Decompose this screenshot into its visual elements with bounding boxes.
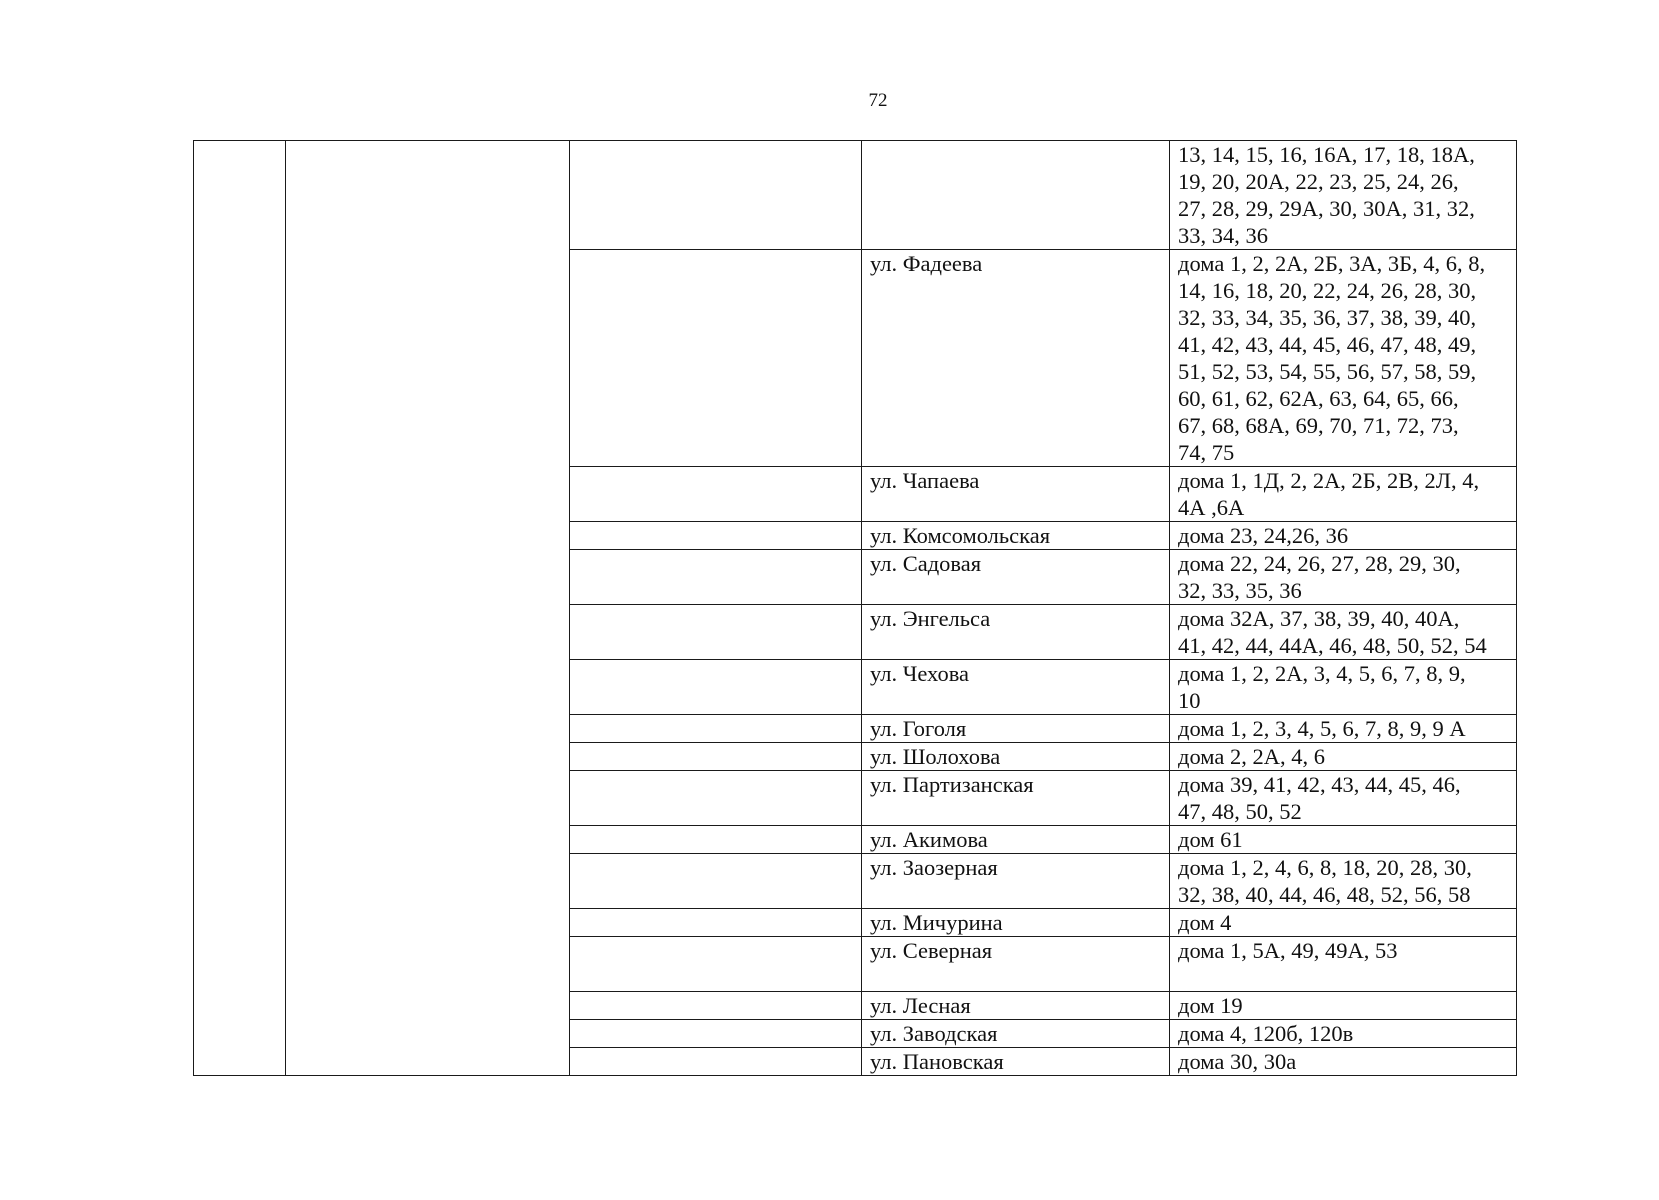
page-number: 72	[868, 90, 888, 111]
street-cell: ул. Гоголя	[862, 715, 1170, 743]
district-cell	[570, 743, 862, 771]
houses-cell: дома 4, 120б, 120в	[1170, 1020, 1517, 1048]
address-table	[193, 140, 1517, 1076]
houses-cell: дома 30, 30а	[1170, 1048, 1517, 1076]
street-cell: ул. Пановская	[862, 1048, 1170, 1076]
street-cell: ул. Мичурина	[862, 909, 1170, 937]
street-cell: ул. Заозерная	[862, 854, 1170, 909]
district-cell	[570, 715, 862, 743]
street-cell: ул. Чехова	[862, 660, 1170, 715]
table-row	[194, 141, 1517, 250]
houses-cell: дома 23, 24,26, 36	[1170, 522, 1517, 550]
street-cell: ул. Акимова	[862, 826, 1170, 854]
houses-cell: дом 19	[1170, 992, 1517, 1020]
houses-cell: дом 61	[1170, 826, 1517, 854]
street-cell	[862, 141, 1170, 250]
houses-cell: дома 39, 41, 42, 43, 44, 45, 46, 47, 48, 50, 52	[1170, 771, 1517, 826]
houses-cell: дома 22, 24, 26, 27, 28, 29, 30, 32, 33, 35, 36	[1170, 550, 1517, 605]
houses-cell: дома 1, 2, 3, 4, 5, 6, 7, 8, 9, 9 А	[1170, 715, 1517, 743]
district-cell	[570, 1048, 862, 1076]
district-cell	[570, 1020, 862, 1048]
street-cell: ул. Заводская	[862, 1020, 1170, 1048]
street-cell: ул. Энгельса	[862, 605, 1170, 660]
houses-cell: дома 1, 2, 2А, 3, 4, 5, 6, 7, 8, 9, 10	[1170, 660, 1517, 715]
settlement-column-cell	[286, 141, 570, 1076]
district-cell	[570, 141, 862, 250]
district-cell	[570, 771, 862, 826]
houses-cell: дома 32А, 37, 38, 39, 40, 40А, 41, 42, 44, 44А, 46, 48, 50, 52, 54	[1170, 605, 1517, 660]
houses-cell: 13, 14, 15, 16, 16А, 17, 18, 18А, 19, 20, 20А, 22, 23, 25, 24, 26, 27, 28, 29, 29А, 30, 30А, 31, 32, 33, 34, 36	[1170, 141, 1517, 250]
street-cell: ул. Чапаева	[862, 467, 1170, 522]
district-cell	[570, 550, 862, 605]
district-cell	[570, 250, 862, 467]
street-cell: ул. Садовая	[862, 550, 1170, 605]
houses-cell: дома 1, 2, 2А, 2Б, 3А, 3Б, 4, 6, 8, 14, 16, 18, 20, 22, 24, 26, 28, 30, 32, 33, 34, 35, 36, 37, 38, 39, 40, 41, 42, 43, 44, 45, 46, 47, 48, 49, 51, 52, 53, 54, 55, 56, 57, 58, 59, 60, 61, 62, 62А, 63, 64, 65, 66, 67, 68, 68А, 69, 70, 71, 72, 73, 74, 75	[1170, 250, 1517, 467]
street-cell: ул. Северная	[862, 937, 1170, 992]
houses-cell: дома 1, 2, 4, 6, 8, 18, 20, 28, 30, 32, 38, 40, 44, 46, 48, 52, 56, 58	[1170, 854, 1517, 909]
houses-cell: дома 1, 1Д, 2, 2А, 2Б, 2В, 2Л, 4, 4А ,6А	[1170, 467, 1517, 522]
houses-cell: дома 1, 5А, 49, 49А, 53	[1170, 937, 1517, 992]
houses-cell: дома 2, 2А, 4, 6	[1170, 743, 1517, 771]
houses-cell: дом 4	[1170, 909, 1517, 937]
district-cell	[570, 937, 862, 992]
district-cell	[570, 909, 862, 937]
district-cell	[570, 826, 862, 854]
district-cell	[570, 854, 862, 909]
street-cell: ул. Лесная	[862, 992, 1170, 1020]
street-cell: ул. Шолохова	[862, 743, 1170, 771]
street-cell: ул. Комсомольская	[862, 522, 1170, 550]
district-cell	[570, 467, 862, 522]
district-cell	[570, 660, 862, 715]
street-cell: ул. Партизанская	[862, 771, 1170, 826]
district-cell	[570, 992, 862, 1020]
district-cell	[570, 522, 862, 550]
street-cell: ул. Фадеева	[862, 250, 1170, 467]
district-cell	[570, 605, 862, 660]
number-column-cell	[194, 141, 286, 1076]
